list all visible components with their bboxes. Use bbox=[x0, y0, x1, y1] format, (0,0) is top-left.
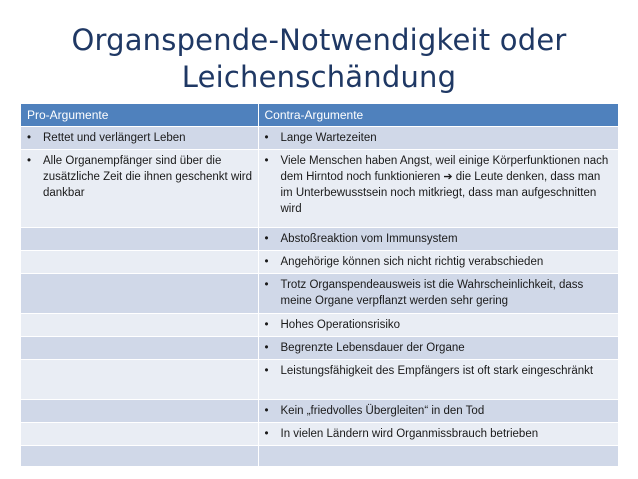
table-row bbox=[21, 127, 618, 150]
table-row bbox=[21, 274, 618, 314]
contra-cell bbox=[258, 228, 618, 251]
table-row bbox=[21, 314, 618, 337]
bullet: • bbox=[264, 365, 269, 377]
bullet: • bbox=[264, 155, 269, 167]
contra-argument: Begrenzte Lebensdauer der Organe bbox=[280, 342, 465, 354]
table-row bbox=[21, 150, 618, 228]
arguments-table bbox=[21, 104, 619, 466]
bullet: • bbox=[264, 233, 269, 245]
bullet: • bbox=[27, 155, 32, 167]
pro-cell-empty bbox=[21, 228, 258, 251]
contra-argument: Viele Menschen haben Angst, weil einige Körperfunktionen nach dem Hirntod noch funktionieren bbox=[280, 155, 609, 183]
bullet: • bbox=[264, 132, 269, 144]
header-pro: Pro-Argumente bbox=[21, 104, 258, 127]
pro-cell-empty bbox=[21, 423, 258, 446]
bullet: • bbox=[264, 405, 269, 417]
contra-argument-continued: die Leute denken, dass man im Unterbewusstsein noch mitkriegt, dass man aufgeschnitten wird bbox=[280, 171, 601, 215]
arrow-right-icon: ➔ bbox=[443, 171, 453, 183]
bullet: • bbox=[27, 132, 32, 144]
table-header-row bbox=[21, 104, 618, 127]
table-row bbox=[21, 446, 618, 466]
contra-argument: In vielen Ländern wird Organmissbrauch betrieben bbox=[280, 428, 539, 440]
bullet: • bbox=[264, 319, 269, 331]
table-row bbox=[21, 251, 618, 274]
pro-cell-empty bbox=[21, 314, 258, 337]
page-title bbox=[0, 22, 638, 96]
pro-cell bbox=[21, 127, 258, 150]
contra-argument: Angehörige können sich nicht richtig verabschieden bbox=[280, 256, 544, 268]
contra-cell bbox=[258, 360, 618, 400]
bullet: • bbox=[264, 256, 269, 268]
table-row bbox=[21, 423, 618, 446]
pro-cell-empty bbox=[21, 274, 258, 314]
contra-argument: Hohes Operationsrisiko bbox=[280, 319, 401, 331]
table-row bbox=[21, 400, 618, 423]
contra-argument: Leistungsfähigkeit des Empfängers ist oft stark eingeschränkt bbox=[280, 365, 594, 377]
contra-cell bbox=[258, 274, 618, 314]
table-row bbox=[21, 228, 618, 251]
pro-argument: Rettet und verlängert Leben bbox=[43, 132, 186, 144]
contra-cell bbox=[258, 400, 618, 423]
pro-cell-empty bbox=[21, 446, 258, 466]
bullet: • bbox=[264, 342, 269, 354]
contra-cell bbox=[258, 251, 618, 274]
contra-cell bbox=[258, 314, 618, 337]
contra-argument: Abstoßreaktion vom Immunsystem bbox=[280, 233, 458, 245]
contra-cell bbox=[258, 127, 618, 150]
table-row bbox=[21, 360, 618, 400]
contra-cell bbox=[258, 337, 618, 360]
contra-argument: Trotz Organspendeausweis ist die Wahrscheinlichkeit, dass meine Organe verpflanzt werden sehr gering bbox=[280, 279, 584, 307]
contra-argument: Kein „friedvolles Übergleiten“ in den Tod bbox=[280, 405, 485, 417]
contra-cell-empty bbox=[258, 446, 618, 466]
pro-cell bbox=[21, 150, 258, 228]
header-contra: Contra-Argumente bbox=[258, 104, 618, 127]
pro-cell-empty bbox=[21, 337, 258, 360]
contra-cell bbox=[258, 423, 618, 446]
contra-cell bbox=[258, 150, 618, 228]
pro-argument: Alle Organempfänger sind über die zusätzliche Zeit die ihnen geschenkt wird dankbar bbox=[43, 155, 253, 199]
bullet: • bbox=[264, 279, 269, 291]
pro-cell-empty bbox=[21, 251, 258, 274]
table-row bbox=[21, 337, 618, 360]
contra-argument: Lange Wartezeiten bbox=[280, 132, 377, 144]
pro-cell-empty bbox=[21, 400, 258, 423]
title-line-2: Leichenschändung bbox=[181, 60, 457, 94]
pro-cell-empty bbox=[21, 360, 258, 400]
title-line-1: Organspende-Notwendigkeit oder bbox=[71, 23, 567, 57]
bullet: • bbox=[264, 428, 269, 440]
